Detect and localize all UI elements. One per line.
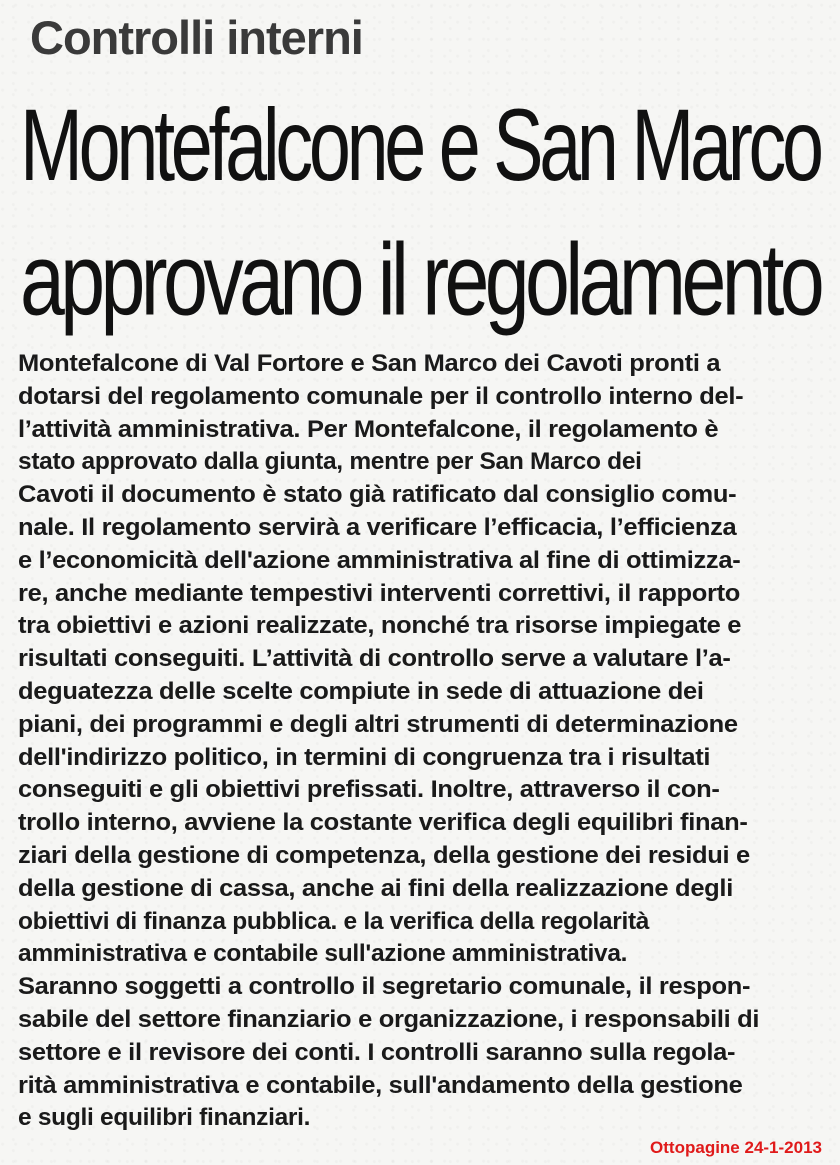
body-line: re, anche mediante tempestivi interventi correttivi, il rapporto xyxy=(18,579,741,607)
article-body xyxy=(18,348,828,1135)
body-line: e sugli equilibri finanziari. xyxy=(18,1104,311,1132)
body-line: tra obiettivi e azioni realizzate, nonché tra risorse impiegate e xyxy=(18,612,742,640)
body-line: sabile del settore finanziario e organizzazione, i responsabili di xyxy=(18,1005,760,1033)
body-line: rità amministrativa e contabile, sull'andamento della gestione xyxy=(18,1071,743,1099)
article-kicker: Controlli interni xyxy=(30,11,363,64)
body-line: Montefalcone di Val Fortore e San Marco dei Cavoti pronti a xyxy=(18,350,721,377)
body-line: della gestione di cassa, anche ai fini della realizzazione degli xyxy=(18,874,733,902)
body-line: amministrativa e contabile sull'azione amministrativa. xyxy=(18,940,628,968)
body-line: Cavoti il documento è stato già ratificato dal consiglio comu- xyxy=(18,481,737,509)
body-line: trollo interno, avviene la costante verifica degli equilibri finan- xyxy=(18,809,748,837)
headline-line: approvano il regolamento xyxy=(20,221,821,337)
body-line: stato approvato dalla giunta, mentre per San Marco dei xyxy=(18,448,642,476)
body-line: nale. Il regolamento servirà a verificare l’efficacia, l’efficienza xyxy=(18,513,737,541)
body-line: conseguiti e gli obiettivi prefissati. Inoltre, attraverso il con- xyxy=(18,776,720,804)
body-line: piani, dei programmi e degli altri strumenti di determinazione xyxy=(18,710,738,738)
body-line: ziari della gestione di competenza, della gestione dei residui e xyxy=(18,841,750,869)
body-line: dell'indirizzo politico, in termini di congruenza tra i risultati xyxy=(18,743,711,771)
source-credit: Ottopagine 24-1-2013 xyxy=(650,1138,822,1157)
article-headline xyxy=(20,78,830,347)
body-line: dotarsi del regolamento comunale per il controllo interno del- xyxy=(18,382,744,410)
body-line: e l’economicità dell'azione amministrativa al fine di ottimizza- xyxy=(18,546,741,574)
body-line: obiettivi di finanza pubblica. e la verifica della regolarità xyxy=(18,907,650,935)
body-line: l’attività amministrativa. Per Montefalcone, il regolamento è xyxy=(18,415,719,443)
body-line: Saranno soggetti a controllo il segretario comunale, il respon- xyxy=(18,973,751,1001)
body-line: risultati conseguiti. L’attività di controllo serve a valutare l’a- xyxy=(18,645,731,673)
body-line: deguatezza delle scelte compiute in sede di attuazione dei xyxy=(18,677,704,705)
headline-line: Montefalcone e San Marco xyxy=(20,87,820,203)
body-line: settore e il revisore dei conti. I controlli saranno sulla regola- xyxy=(18,1038,736,1066)
